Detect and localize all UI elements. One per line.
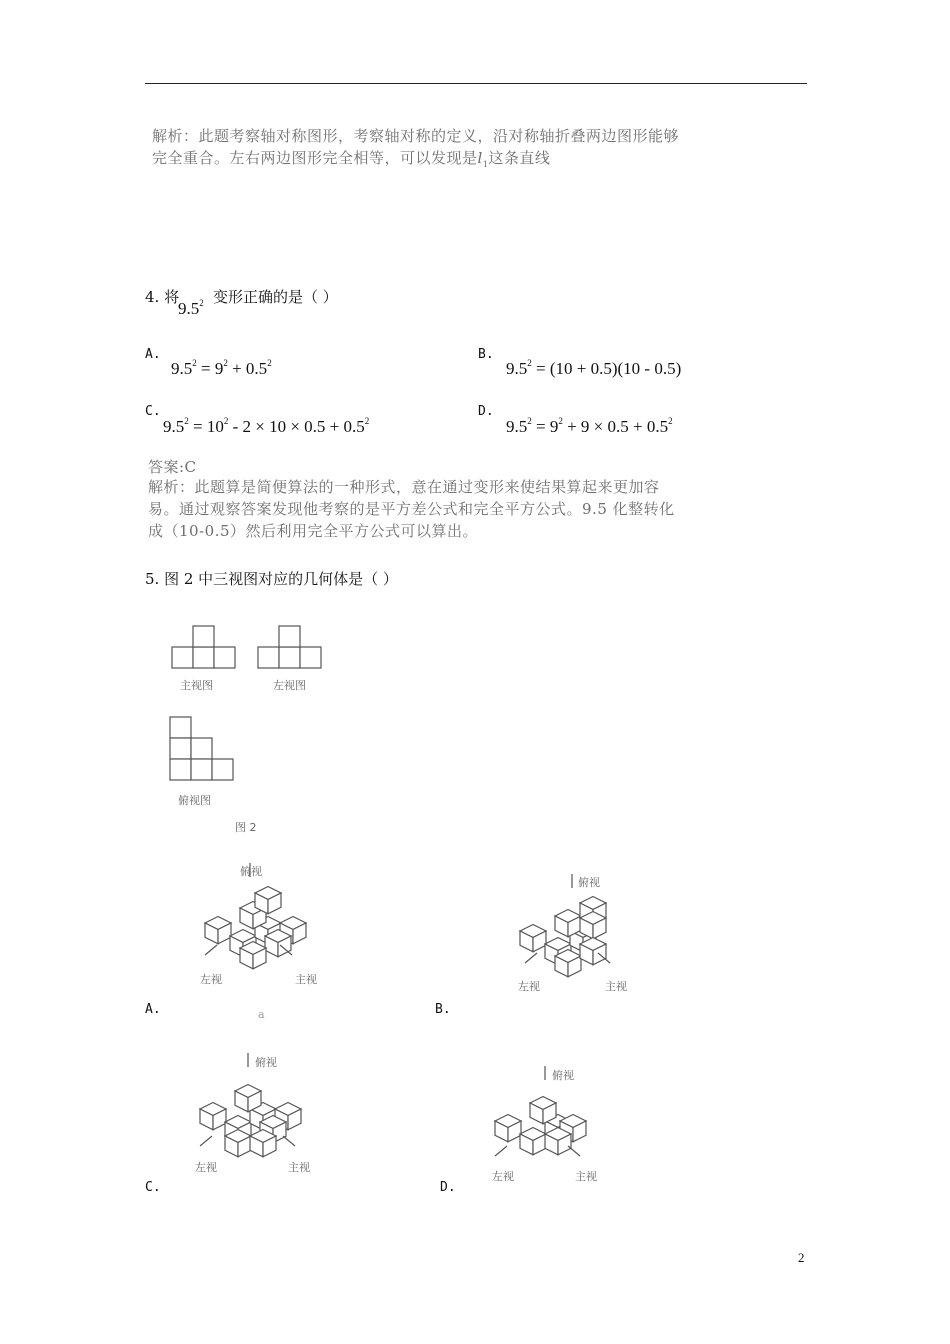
q4-analysis-line3: 成（10-0.5）然后利用完全平方公式可以算出。 [148,522,479,540]
page-number: 2 [798,1250,805,1265]
q5-option-c-label: C. [145,1180,161,1195]
q4-stem [145,286,179,307]
stray-mark: a [258,1008,265,1021]
eq-exp: 2 [184,416,189,426]
q3-analysis-line2 [152,147,550,176]
q3-analysis-line1: 解析：此题考察轴对称图形，考察轴对称的定义，沿对称轴折叠两边图形能够 [152,127,680,145]
q4-option-b-label: B. [478,347,494,362]
eq-rhs-exp: 2 [223,416,229,426]
eq-base: 9.5 [171,359,193,378]
q5-option-b-label: B. [435,1002,451,1017]
eq-base: 9.5 [163,417,185,436]
figure-caption: 图 2 [235,821,257,834]
q4-option-c-equation [163,416,369,437]
q5-three-views-figure [160,615,340,845]
front-view-shape [172,626,235,668]
eq-rhs-exp: 2 [223,358,228,368]
q4-stem-prefix: 4. 将 [145,288,180,306]
eq-rhs-b: + 0.5 [227,359,268,378]
option-a-solid-drawing [180,855,330,990]
q4-analysis-line1: 解析：此题算是简便算法的一种形式，意在通过变形来使结果算起来更加容 [148,478,660,496]
front-view-caption: 主视图 [180,679,213,692]
q4-option-b-equation [506,358,681,379]
eq-base: 9.5 [506,417,528,436]
q3-analysis-text-end: 这条直线 [488,149,551,167]
q4-answer: 答案:C [148,458,197,476]
q4-stem-exp: 2 [199,298,204,308]
q4-option-c-label: C. [145,404,161,419]
q4-option-a-equation [171,358,272,379]
eq-rhs-exp2: 2 [364,416,370,426]
view-arrow [200,1136,212,1146]
option-b-solid-drawing [500,868,650,998]
top-view-caption: 俯视图 [178,794,211,807]
arrow-front-label: 主视 [605,980,627,993]
q4-stem-base: 9.5 [178,299,200,318]
arrow-left-label: 左视 [518,980,540,993]
q4-stem-expression [178,298,204,319]
eq-rhs: = 9 [196,359,224,378]
q5-option-d-label: D. [440,1180,456,1195]
arrow-left-label: 左视 [195,1161,217,1174]
arrow-front-label: 主视 [575,1170,597,1183]
arrow-front-label: 主视 [288,1161,310,1174]
arrow-top-label: 俯视 [578,876,600,889]
eq-rhs: = 10 [188,417,224,436]
eq-rhs: = (10 + 0.5)(10 - 0.5) [531,359,682,378]
q4-analysis-line2: 易。通过观察答案发现他考察的是平方差公式和完全平方公式。9.5 化整转化 [148,500,675,518]
option-d-solid-drawing [480,1060,620,1185]
eq-rhs: = 9 [531,417,559,436]
eq-exp: 2 [192,358,197,368]
q3-variable: l [477,149,483,167]
eq-exp: 2 [527,416,532,426]
q4-stem-suffix: 变形正确的是（ ） [213,288,338,306]
view-arrow [568,1146,580,1156]
top-view-shape [170,717,233,780]
eq-rhs-exp: 2 [558,416,563,426]
left-view-shape [258,626,321,668]
q3-analysis-text: 完全重合。左右两边图形完全相等，可以发现是 [152,149,478,167]
view-arrow [525,953,537,963]
q4-option-d-equation [506,416,673,437]
arrow-left-label: 左视 [200,973,222,986]
arrow-left-label: 左视 [492,1170,514,1183]
q4-option-a-label: A. [145,347,161,362]
left-view-caption: 左视图 [273,679,306,692]
q3-variable-sub: 1 [482,160,489,169]
q5-stem: 5. 图 2 中三视图对应的几何体是（ ） [145,570,398,588]
view-arrow [495,1146,507,1156]
arrow-front-label: 主视 [295,973,317,986]
arrow-top-label: 俯视 [240,865,262,878]
arrow-top-label: 俯视 [552,1069,574,1082]
eq-rhs-exp2: 2 [668,416,673,426]
option-c-solid-drawing [180,1048,330,1178]
view-arrow [283,1136,295,1146]
eq-base: 9.5 [506,359,528,378]
arrow-top-label: 俯视 [255,1056,277,1069]
view-arrow [205,945,217,955]
q5-option-a-label: A. [145,1002,161,1017]
header-rule [145,83,807,84]
eq-exp: 2 [527,358,532,368]
eq-rhs-b: + 9 × 0.5 + 0.5 [562,417,669,436]
q4-option-d-label: D. [478,404,494,419]
eq-rhs-exp2: 2 [267,358,272,368]
eq-rhs-b: - 2 × 10 × 0.5 + 0.5 [228,417,365,436]
